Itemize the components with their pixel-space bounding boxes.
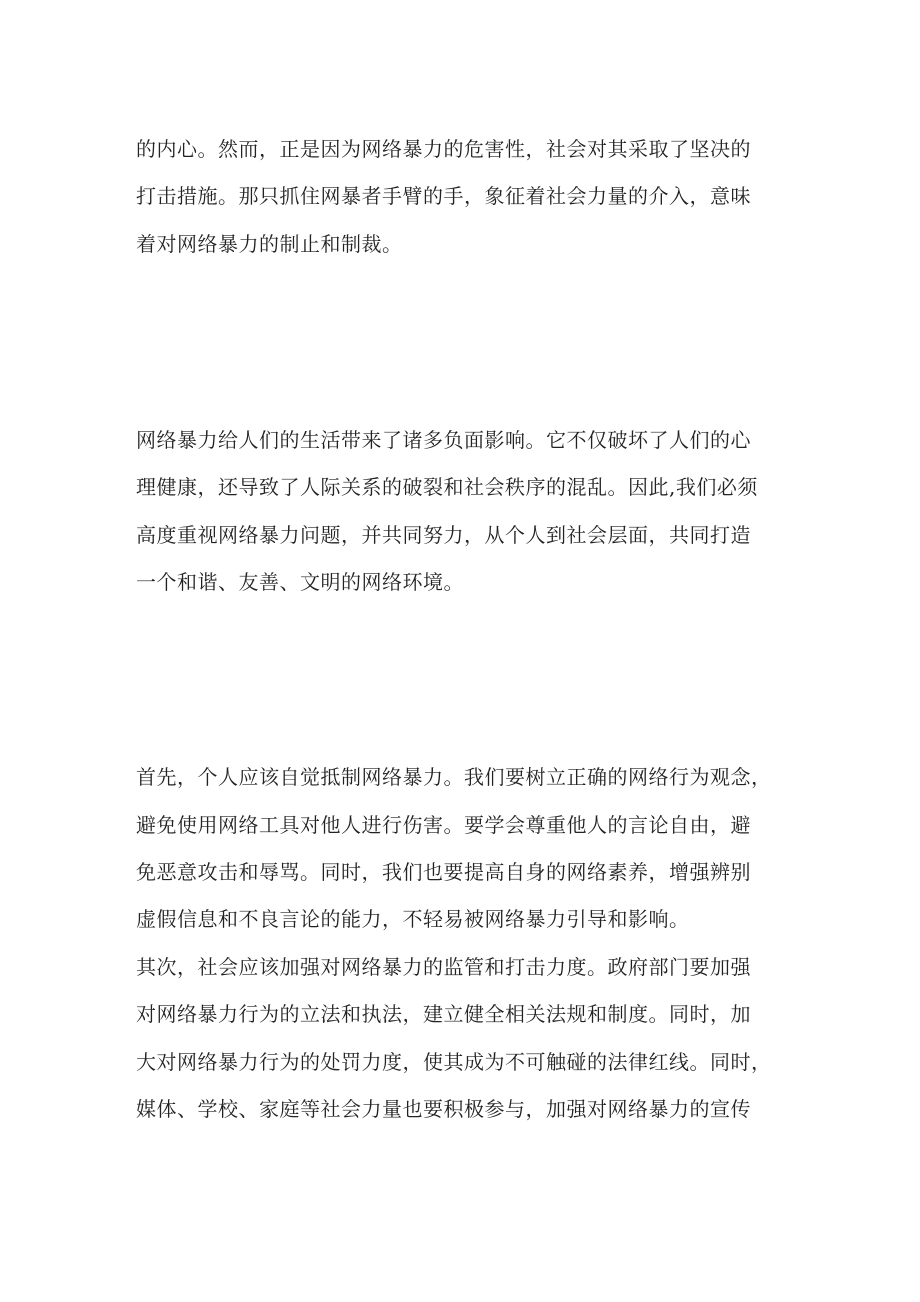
paragraph-3-line-4: 虚假信息和不良言论的能力，不轻易被网络暴力引导和影响。 xyxy=(136,907,690,931)
paragraph-3-line-2: 避免使用网络工具对他人进行伤害。要学会尊重他人的言论自由，避 xyxy=(136,813,751,837)
paragraph-2-line-2: 理健康，还导致了人际关系的破裂和社会秩序的混乱。因此,我们必须 xyxy=(136,475,758,499)
paragraph-1-line-3: 着对网络暴力的制止和制裁。 xyxy=(136,232,403,256)
paragraph-4-line-3: 大对网络暴力行为的处罚力度，使其成为不可触碰的法律红线。同时， xyxy=(136,1050,772,1074)
paragraph-1-line-2: 打击措施。那只抓住网暴者手臂的手，象征着社会力量的介入，意味 xyxy=(136,184,751,208)
paragraph-2-line-4: 一个和谐、友善、文明的网络环境。 xyxy=(136,570,464,594)
paragraph-2-line-1: 网络暴力给人们的生活带来了诸多负面影响。它不仅破坏了人们的心 xyxy=(136,428,751,452)
paragraph-4-line-4: 媒体、学校、家庭等社会力量也要积极参与，加强对网络暴力的宣传 xyxy=(136,1097,751,1121)
paragraph-4-line-1: 其次，社会应该加强对网络暴力的监管和打击力度。政府部门要加强 xyxy=(136,955,751,979)
paragraph-3-line-1: 首先，个人应该自觉抵制网络暴力。我们要树立正确的网络行为观念， xyxy=(136,765,772,789)
paragraph-2-line-3: 高度重视网络暴力问题，并共同努力，从个人到社会层面，共同打造 xyxy=(136,523,751,547)
paragraph-1-line-1: 的内心。然而，正是因为网络暴力的危害性，社会对其采取了坚决的 xyxy=(136,137,751,161)
paragraph-4-line-2: 对网络暴力行为的立法和执法，建立健全相关法规和制度。同时，加 xyxy=(136,1002,751,1026)
paragraph-3-line-3: 免恶意攻击和辱骂。同时，我们也要提高自身的网络素养，增强辨别 xyxy=(136,860,751,884)
